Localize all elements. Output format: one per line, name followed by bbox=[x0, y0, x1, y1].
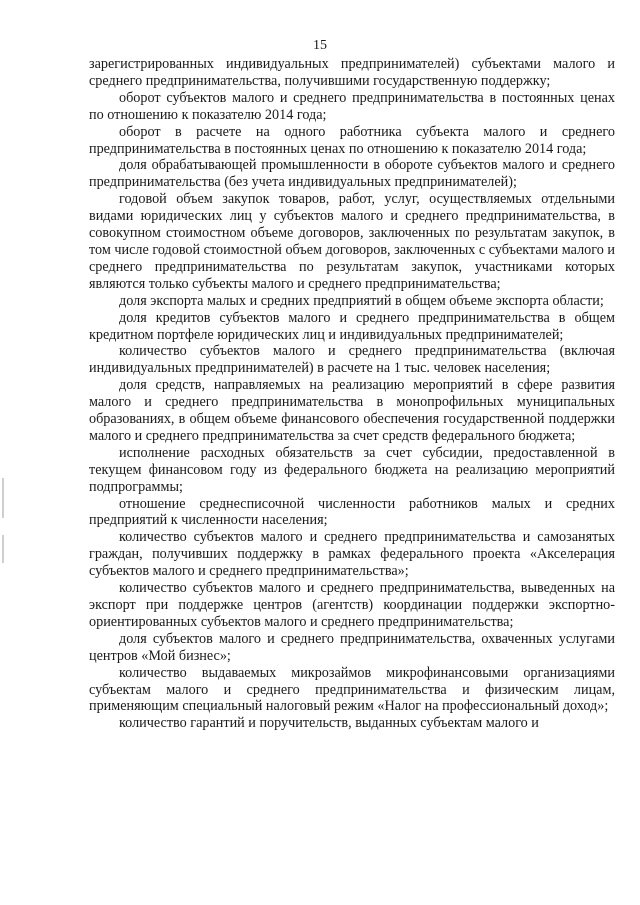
paragraph: доля экспорта малых и средних предприятий в общем объеме экспорта области; bbox=[119, 292, 604, 309]
paragraph: оборот в расчете на одного работника субъекта малого и среднего предпринимательства в постоянных ценах по отношению к показателю 2014 года; bbox=[89, 123, 615, 157]
paragraph: доля обрабатывающей промышленности в обороте субъектов малого и среднего предпринимательства (без учета индивидуальных предпринимателей); bbox=[89, 157, 615, 191]
scan-margin-mark bbox=[2, 535, 4, 563]
paragraph: доля кредитов субъектов малого и среднего предпринимательства в общем кредитном портфеле юридических лиц и индивидуальных предпринимателей; bbox=[89, 309, 615, 343]
paragraph: количество гарантий и поручительств, выданных субъектам малого и bbox=[119, 715, 539, 732]
scan-margin-mark bbox=[2, 478, 4, 518]
paragraph: отношение среднесписочной численности работников малых и средних предприятий к численности населения; bbox=[89, 495, 615, 529]
paragraph: количество субъектов малого и среднего предпринимательства (включая индивидуальных предпринимателей) в расчете на 1 тыс. человек населения; bbox=[89, 343, 615, 377]
paragraph: количество выдаваемых микрозаймов микрофинансовыми организациями субъектам малого и среднего предпринимательства и физическим лицам, применяющим специальный налоговый режим «Налог на профессиональный доход»; bbox=[89, 664, 615, 715]
paragraph: зарегистрированных индивидуальных предпринимателей) субъектами малого и среднего предпринимательства, получившими государственную поддержку; bbox=[89, 56, 615, 89]
paragraph: годовой объем закупок товаров, работ, услуг, осуществляемых отдельными видами юридических лиц у субъектов малого и среднего предпринимательства, в совокупном стоимостном объеме договоров, заключенных по результатам закупок, в том числе годовой стоимостной объем договоров, заключенных с субъектами малого и среднего предпринимательства по результатам закупок, участниками которых являются только субъекты малого и среднего предпринимательства; bbox=[89, 191, 615, 292]
paragraph: доля средств, направляемых на реализацию мероприятий в сфере развития малого и среднего предпринимательства в монопрофильных муниципальных образованиях, в общем объеме финансового обеспечения государственной поддержки малого и среднего предпринимательства за счет средств федерального бюджета; bbox=[89, 377, 615, 444]
paragraph: количество субъектов малого и среднего предпринимательства и самозанятых граждан, получивших поддержку в рамках федерального проекта «Акселерация субъектов малого и среднего предпринимательства»; bbox=[89, 529, 615, 580]
paragraph: количество субъектов малого и среднего предпринимательства, выведенных на экспорт при поддержке центров (агентств) координации поддержки экспортно-ориентированных субъектов малого и среднего предпринимательства; bbox=[89, 580, 615, 630]
paragraph: доля субъектов малого и среднего предпринимательства, охваченных услугами центров «Мой бизнес»; bbox=[89, 630, 615, 664]
paragraph: исполнение расходных обязательств за счет субсидии, предоставленной в текущем финансовом году из федерального бюджета на реализацию мероприятий подпрограммы; bbox=[89, 444, 615, 495]
page-number: 15 bbox=[313, 38, 327, 53]
paragraph: оборот субъектов малого и среднего предпринимательства в постоянных ценах по отношению к показателю 2014 года; bbox=[89, 89, 615, 123]
document-body bbox=[89, 56, 615, 732]
